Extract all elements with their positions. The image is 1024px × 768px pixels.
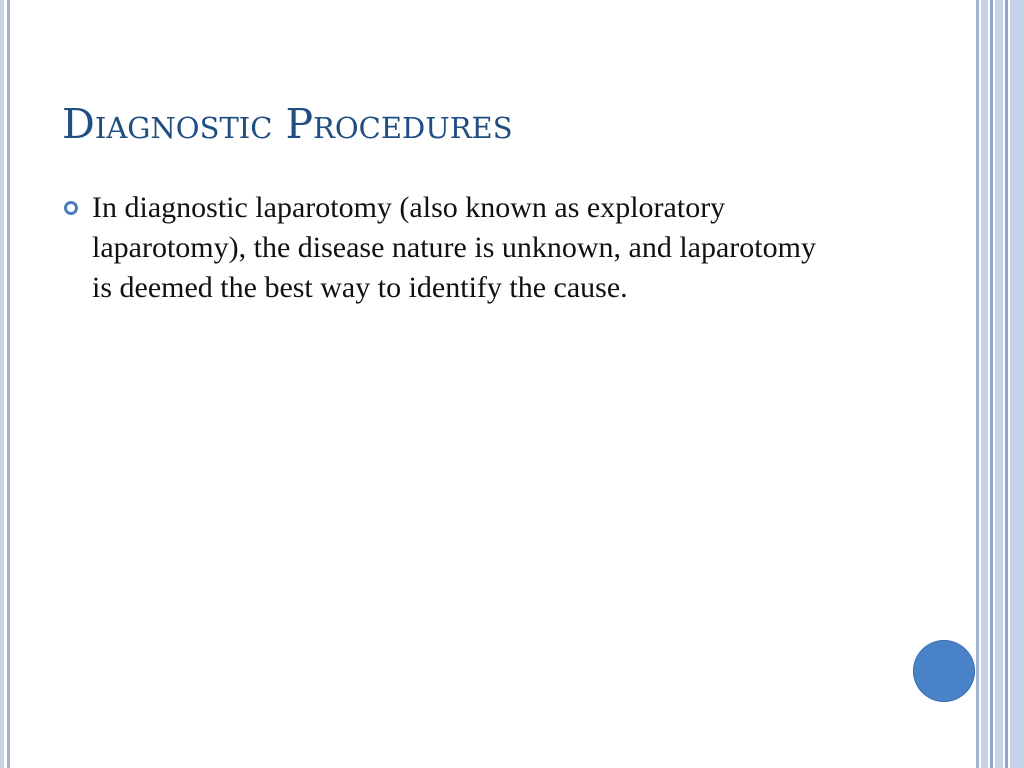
right-border-stripe [990, 0, 993, 768]
bullet-text: In diagnostic laparotomy (also known as exploratory laparotomy), the disease nature is unknown, and laparotomy is deemed the best way to identify the cause. [92, 191, 816, 304]
right-border-stripe [1010, 0, 1024, 768]
left-border-line [0, 0, 4, 768]
left-border-line [7, 0, 10, 768]
slide-title: Diagnostic Procedures [62, 100, 513, 148]
right-border-stripe [995, 0, 1003, 768]
right-border-stripe [1005, 0, 1008, 768]
bullet-circle-icon [64, 201, 78, 215]
decorative-circle [913, 640, 975, 702]
right-border-stripe [981, 0, 988, 768]
right-border-stripe [976, 0, 979, 768]
